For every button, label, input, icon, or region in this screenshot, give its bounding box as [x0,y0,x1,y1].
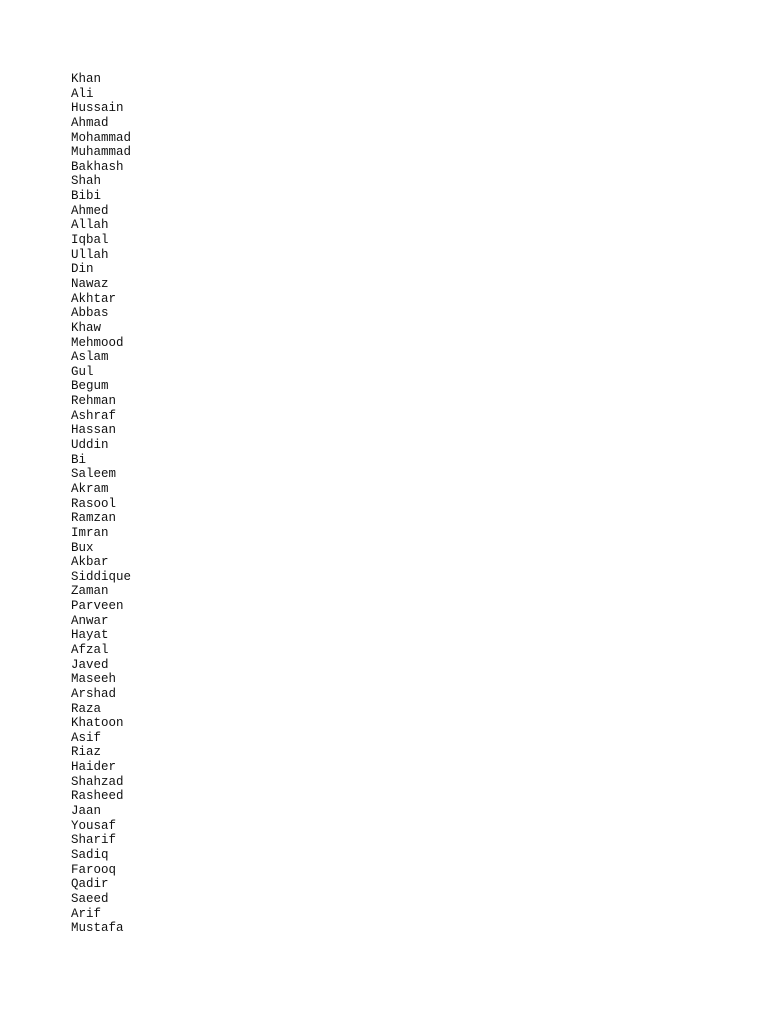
list-item: Ali [71,86,94,101]
list-item: Sadiq [71,847,109,862]
list-item: Bux [71,540,94,555]
list-item: Riaz [71,745,102,760]
list-item: Bakhash [71,159,124,174]
list-item: Ramzan [71,511,117,526]
list-item: Aslam [71,350,109,365]
list-item: Imran [71,525,109,540]
list-item: Din [71,262,94,277]
list-item: Saeed [71,891,109,906]
name-list [71,72,131,936]
list-item: Siddique [71,569,132,584]
list-item: Parveen [71,599,124,614]
list-item: Bibi [71,189,102,204]
list-item: Begum [71,379,109,394]
list-item: Rasool [71,496,117,511]
list-item: Haider [71,760,117,775]
list-item: Arif [71,906,102,921]
list-item: Abbas [71,306,109,321]
list-item: Jaan [71,804,102,819]
list-item: Ashraf [71,408,117,423]
list-item: Zaman [71,584,109,599]
list-item: Hassan [71,423,117,438]
list-item: Raza [71,701,102,716]
list-item: Muhammad [71,145,132,160]
list-item: Yousaf [71,818,117,833]
list-item: Qadir [71,877,109,892]
list-item: Iqbal [71,233,109,248]
list-item: Bi [71,452,87,467]
list-item: Anwar [71,613,109,628]
list-item: Saleem [71,467,117,482]
list-item: Ahmad [71,115,109,130]
list-item: Ahmed [71,203,109,218]
list-item: Afzal [71,642,109,657]
list-item: Mohammad [71,130,132,145]
list-item: Sharif [71,833,117,848]
list-item: Hussain [71,101,124,116]
list-item: Khan [71,72,102,86]
list-item: Khaw [71,320,102,335]
list-item: Uddin [71,438,109,453]
list-item: Mustafa [71,921,124,936]
list-item: Hayat [71,628,109,643]
list-item: Farooq [71,862,117,877]
list-item: Javed [71,657,109,672]
list-item: Maseeh [71,672,117,687]
list-item: Shahzad [71,774,124,789]
list-item: Allah [71,218,109,233]
list-item: Akram [71,481,109,496]
list-item: Akbar [71,555,109,570]
list-item: Khatoon [71,716,124,731]
list-item: Akhtar [71,291,117,306]
list-item: Mehmood [71,335,124,350]
list-item: Ullah [71,247,109,262]
list-item: Rehman [71,394,117,409]
list-item: Rasheed [71,789,124,804]
list-item: Gul [71,364,94,379]
list-item: Asif [71,730,102,745]
list-item: Nawaz [71,276,109,291]
list-item: Shah [71,174,102,189]
list-item: Arshad [71,686,117,701]
